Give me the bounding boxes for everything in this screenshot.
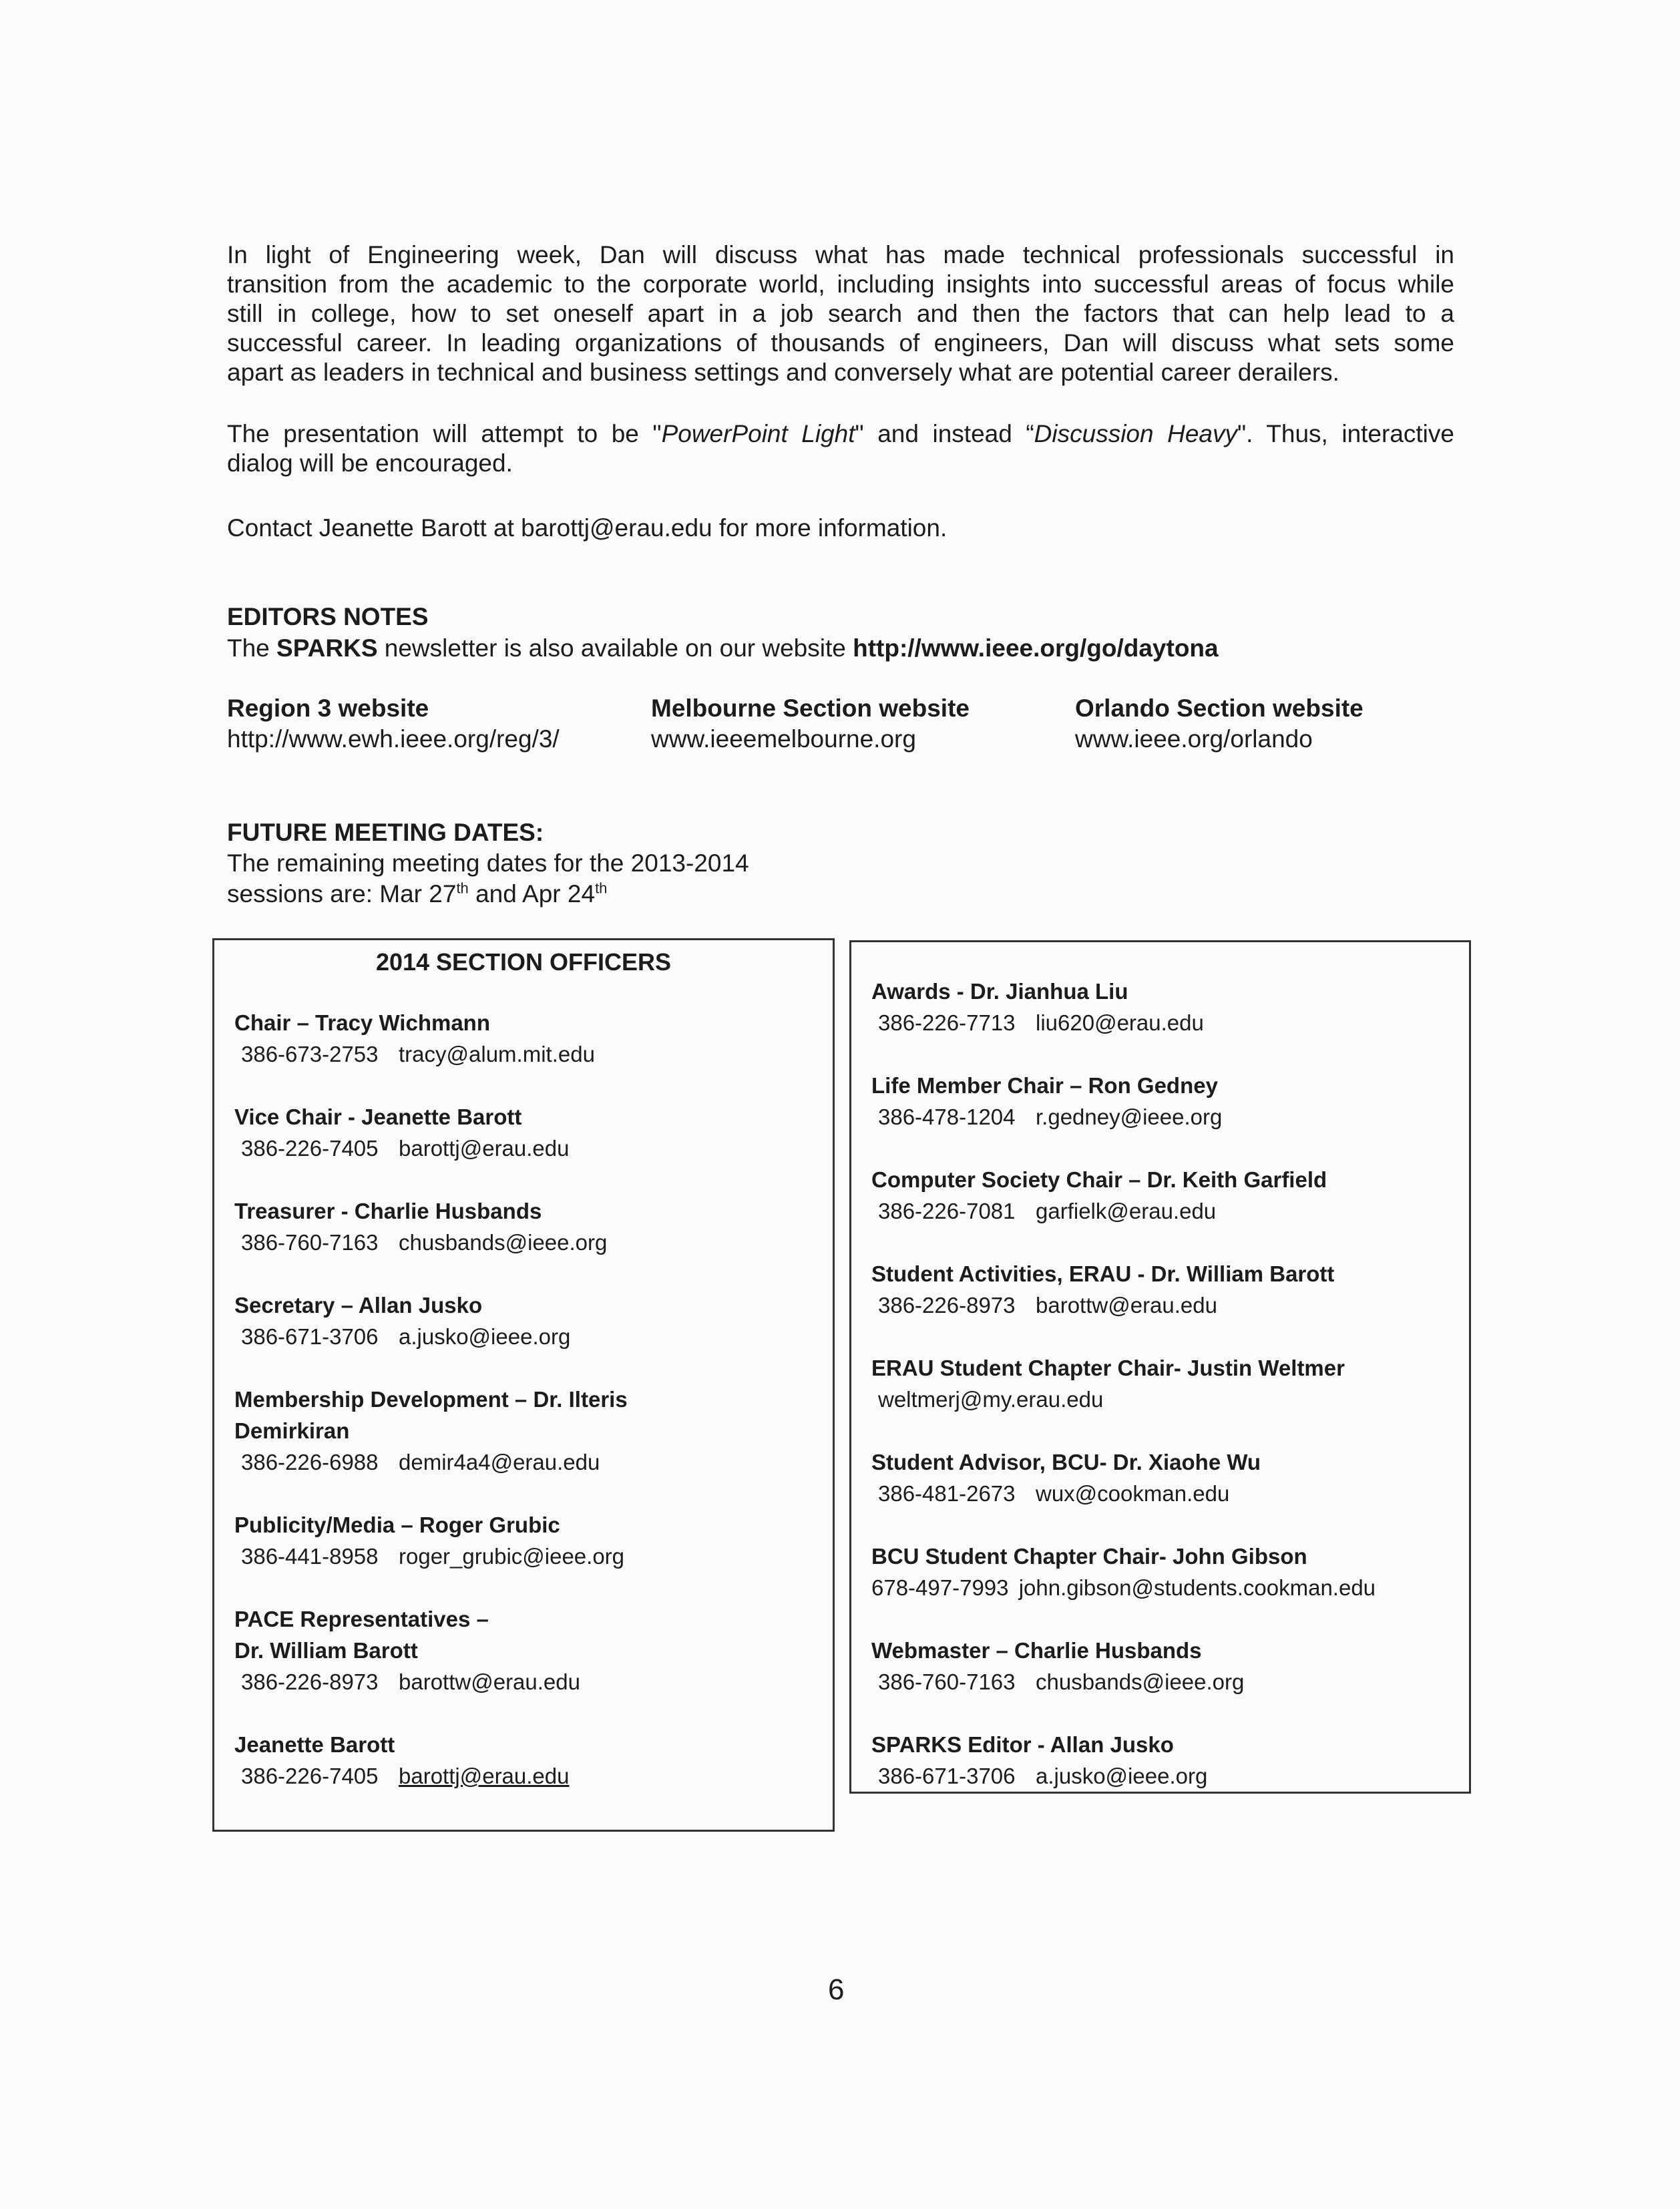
officer-role: Chair – Tracy Wichmann bbox=[234, 1010, 490, 1035]
editors-notes-text bbox=[227, 634, 1219, 662]
section-officers-title: 2014 SECTION OFFICERS bbox=[375, 948, 672, 976]
officer-phone: 386-481-2673 bbox=[878, 1481, 1016, 1506]
contact-line: Contact Jeanette Barott at barottj@erau.edu for more information. bbox=[227, 514, 948, 542]
presentation-line-1 bbox=[227, 419, 1454, 449]
officer-email[interactable]: barottj@erau.edu bbox=[399, 1764, 570, 1788]
officer-email[interactable]: r.gedney@ieee.org bbox=[1036, 1104, 1223, 1129]
officer-email[interactable]: chusbands@ieee.org bbox=[399, 1230, 608, 1255]
officer-phone: 386-226-7405 bbox=[241, 1136, 379, 1161]
officer-email[interactable]: chusbands@ieee.org bbox=[1036, 1669, 1245, 1694]
officer-contact bbox=[871, 1195, 1459, 1227]
officer-role: Awards - Dr. Jianhua Liu bbox=[871, 979, 1128, 1004]
officer-contact bbox=[234, 1038, 822, 1070]
officer-role: Life Member Chair – Ron Gedney bbox=[871, 1073, 1218, 1098]
officer-email[interactable]: barottw@erau.edu bbox=[1036, 1293, 1217, 1318]
officer-entry bbox=[234, 1007, 822, 1070]
officer-entry bbox=[234, 1289, 822, 1352]
section-officers-box bbox=[212, 938, 835, 1832]
officer-role: PACE Representatives – bbox=[234, 1607, 489, 1631]
officer-phone: 386-226-7405 bbox=[241, 1764, 379, 1788]
officer-role: Publicity/Media – Roger Grubic bbox=[234, 1513, 560, 1537]
website-url[interactable]: http://www.ewh.ieee.org/reg/3/ bbox=[227, 725, 560, 753]
officer-entry bbox=[871, 1258, 1459, 1321]
region-3-website bbox=[227, 693, 628, 755]
officer-entry bbox=[871, 1729, 1459, 1792]
officer-role: Webmaster – Charlie Husbands bbox=[871, 1638, 1202, 1663]
officer-role: BCU Student Chapter Chair- John Gibson bbox=[871, 1544, 1307, 1569]
officer-email[interactable]: wux@cookman.edu bbox=[1036, 1481, 1230, 1506]
officer-entry bbox=[871, 1541, 1459, 1603]
officer-email[interactable]: roger_grubic@ieee.org bbox=[399, 1544, 625, 1569]
officer-role-continued: Dr. William Barott bbox=[234, 1638, 418, 1663]
editors-text: newsletter is also available on our website bbox=[377, 634, 853, 662]
officer-phone: 386-226-7081 bbox=[878, 1199, 1016, 1223]
officer-entry bbox=[234, 1195, 822, 1258]
ordinal-suffix: th bbox=[456, 879, 469, 897]
officer-role: Computer Society Chair – Dr. Keith Garfield bbox=[871, 1167, 1327, 1192]
officer-phone: 386-671-3706 bbox=[241, 1324, 379, 1349]
officer-email[interactable]: demir4a4@erau.edu bbox=[399, 1450, 600, 1474]
website-title: Orlando Section website bbox=[1075, 694, 1363, 722]
future-meeting-line-1: The remaining meeting dates for the 2013-2014 bbox=[227, 849, 749, 877]
officer-email[interactable]: tracy@alum.mit.edu bbox=[399, 1042, 595, 1066]
officer-phone: 386-760-7163 bbox=[878, 1669, 1016, 1694]
intro-line: still in college, how to set oneself apart in a job search and then the factors that can help lead to a bbox=[227, 300, 1454, 327]
officer-entry bbox=[234, 1509, 822, 1572]
officer-role: Student Advisor, BCU- Dr. Xiaohe Wu bbox=[871, 1450, 1261, 1474]
officer-email[interactable]: a.jusko@ieee.org bbox=[399, 1324, 571, 1349]
powerpoint-light-emphasis: PowerPoint Light bbox=[661, 420, 855, 447]
ordinal-suffix: th bbox=[595, 879, 608, 897]
officer-entry bbox=[871, 976, 1459, 1038]
website-title: Melbourne Section website bbox=[651, 694, 970, 722]
intro-line: transition from the academic to the corporate world, including insights into successful areas of focus while bbox=[227, 270, 1454, 298]
officer-phone: 386-226-8973 bbox=[878, 1293, 1016, 1318]
officer-entry bbox=[234, 1384, 822, 1478]
officer-contact bbox=[871, 1101, 1459, 1133]
intro-line: apart as leaders in technical and business settings and conversely what are potential career derailers. bbox=[227, 359, 1339, 386]
officer-email[interactable]: barottj@erau.edu bbox=[399, 1136, 570, 1161]
officer-role: Student Activities, ERAU - Dr. William Barott bbox=[871, 1261, 1335, 1286]
officer-contact bbox=[234, 1541, 822, 1572]
officer-phone: 386-226-8973 bbox=[241, 1669, 379, 1694]
officer-entry bbox=[871, 1635, 1459, 1697]
sparks-name: SPARKS bbox=[276, 634, 378, 662]
page-number: 6 bbox=[828, 1973, 845, 2006]
presentation-text: ". Thus, interactive bbox=[1237, 420, 1454, 447]
officer-role: Jeanette Barott bbox=[234, 1732, 395, 1757]
officer-phone: 386-226-7713 bbox=[878, 1010, 1016, 1035]
website-url[interactable]: www.ieeemelbourne.org bbox=[651, 725, 916, 753]
officer-role: Treasurer - Charlie Husbands bbox=[234, 1199, 542, 1223]
officer-contact bbox=[871, 1572, 1459, 1603]
orlando-section-website bbox=[1075, 693, 1476, 755]
website-title: Region 3 website bbox=[227, 694, 429, 722]
officer-phone: 386-673-2753 bbox=[241, 1042, 379, 1066]
intro-line: In light of Engineering week, Dan will discuss what has made technical professionals successful in bbox=[227, 241, 1454, 268]
intro-line: successful career. In leading organizations of thousands of engineers, Dan will discuss what sets some bbox=[227, 329, 1454, 357]
officer-email[interactable]: garfielk@erau.edu bbox=[1036, 1199, 1217, 1223]
officer-phone: 386-226-6988 bbox=[241, 1450, 379, 1474]
officer-entry bbox=[234, 1101, 822, 1164]
intro-paragraph bbox=[227, 240, 1454, 387]
officer-contact bbox=[234, 1446, 822, 1478]
officer-contact bbox=[871, 1666, 1459, 1697]
officer-contact bbox=[871, 1478, 1459, 1509]
officer-entry bbox=[871, 1164, 1459, 1227]
officer-phone: 386-441-8958 bbox=[241, 1544, 379, 1569]
presentation-line-2: dialog will be encouraged. bbox=[227, 449, 513, 477]
officer-contact bbox=[871, 1384, 1459, 1415]
future-meeting-heading: FUTURE MEETING DATES: bbox=[227, 819, 544, 846]
presentation-text: " and instead “ bbox=[855, 420, 1034, 447]
website-link[interactable]: http://www.ieee.org/go/daytona bbox=[853, 634, 1219, 662]
officer-role: SPARKS Editor - Allan Jusko bbox=[871, 1732, 1174, 1757]
officer-contact bbox=[871, 1760, 1459, 1792]
officer-email[interactable]: barottw@erau.edu bbox=[399, 1669, 580, 1694]
officer-phone: 678-497-7993 bbox=[871, 1575, 1009, 1600]
presentation-paragraph bbox=[227, 419, 1454, 478]
officer-email[interactable]: a.jusko@ieee.org bbox=[1036, 1764, 1208, 1788]
meeting-date-text: sessions are: Mar 27 bbox=[227, 880, 457, 908]
officer-contact bbox=[234, 1133, 822, 1164]
officer-email[interactable]: weltmerj@my.erau.edu bbox=[878, 1387, 1104, 1412]
officer-contact bbox=[871, 1007, 1459, 1038]
editors-text: The bbox=[227, 634, 277, 662]
additional-officers-box bbox=[849, 940, 1471, 1794]
meeting-date-text: and Apr 24 bbox=[468, 880, 596, 908]
discussion-heavy-emphasis: Discussion Heavy bbox=[1034, 420, 1237, 447]
officer-email[interactable]: liu620@erau.edu bbox=[1036, 1010, 1204, 1035]
officer-contact bbox=[234, 1760, 822, 1792]
editors-notes-heading: EDITORS NOTES bbox=[227, 603, 429, 630]
officer-contact bbox=[234, 1321, 822, 1352]
officer-phone: 386-478-1204 bbox=[878, 1104, 1016, 1129]
melbourne-section-website bbox=[651, 693, 1052, 755]
officer-entry bbox=[871, 1352, 1459, 1415]
officer-phone: 386-760-7163 bbox=[241, 1230, 379, 1255]
officer-email[interactable]: john.gibson@students.cookman.edu bbox=[1018, 1575, 1376, 1600]
officer-role: Secretary – Allan Jusko bbox=[234, 1293, 483, 1318]
officer-entry bbox=[871, 1070, 1459, 1133]
officer-contact bbox=[234, 1666, 822, 1697]
future-meeting-line-2 bbox=[227, 880, 607, 908]
officer-entry bbox=[871, 1446, 1459, 1509]
officer-role: ERAU Student Chapter Chair- Justin Weltmer bbox=[871, 1356, 1345, 1380]
presentation-text: The presentation will attempt to be " bbox=[227, 420, 662, 447]
officer-phone: 386-671-3706 bbox=[878, 1764, 1016, 1788]
officer-role: Vice Chair - Jeanette Barott bbox=[234, 1104, 522, 1129]
officer-role-continued: Demirkiran bbox=[234, 1418, 350, 1443]
officer-contact bbox=[871, 1289, 1459, 1321]
officer-entry bbox=[234, 1729, 822, 1792]
officer-entry bbox=[234, 1603, 822, 1697]
officer-contact bbox=[234, 1227, 822, 1258]
website-url[interactable]: www.ieee.org/orlando bbox=[1075, 725, 1313, 753]
officer-role: Membership Development – Dr. Ilteris bbox=[234, 1387, 628, 1412]
